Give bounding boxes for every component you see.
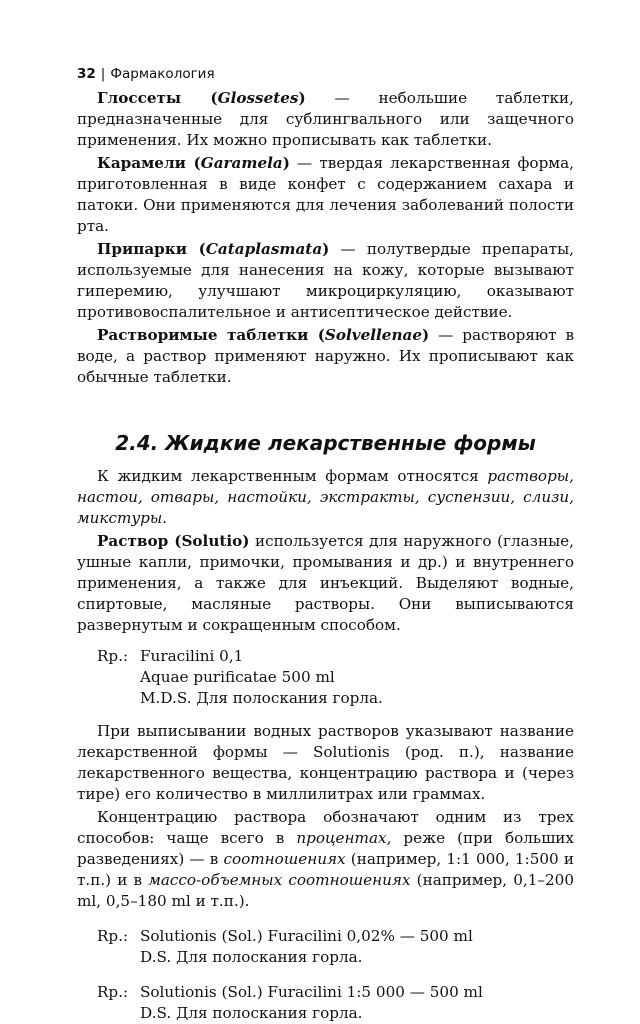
intro-forms-list: растворы, настои, отвары, настойки, экстракты, суспензии, слизи, микстуры.	[77, 467, 574, 527]
emphasis: процентах,	[296, 829, 392, 847]
text: Концентрацию раствора обозначают одним из трех способов: чаще всего в	[77, 808, 574, 847]
paragraph-cataplasmata	[77, 239, 574, 323]
latin-term: Garamela	[200, 154, 283, 172]
rx-line: D.S. Для полоскания горла.	[140, 1004, 363, 1022]
definition: — небольшие таблетки, предназначенные для сублингвального или защечного применения. Их можно прописывать как таблетки.	[77, 89, 575, 149]
term-close: )	[298, 89, 306, 107]
text: реже (при больших разведениях) — в	[77, 829, 574, 868]
section-heading: 2.4. Жидкие лекарственные формы	[115, 431, 536, 455]
paragraph-writing-solutions: При выписывании водных растворов указывают название лекарственной формы — Solutionis (род. п.), название лекарственного вещества, концентрацию раствора и (через тире) его количество в миллилитрах или граммах.	[77, 722, 574, 803]
term-close: )	[422, 326, 430, 344]
emphasis: соотношениях	[223, 850, 346, 868]
text: (например, 1:1 000, 1:500 и т.п.) и в	[77, 850, 574, 889]
latin-term: Solvellenae	[324, 326, 423, 344]
paragraph-garamela	[77, 153, 574, 237]
term: Припарки (	[97, 240, 206, 258]
header-separator: |	[100, 66, 106, 82]
definition: используется для наружного (глазные, ушные капли, примочки, промывания и др.) и внутреннего применения, а также для инъекций. Выделяют водные, спиртовые, масляные растворы. Они выписываются развернутым и сокращенным способом.	[77, 532, 574, 634]
prescription-2	[97, 926, 574, 968]
text: (например, 0,1–200 ml, 0,5–180 ml и т.п.).	[77, 871, 574, 910]
definition: — твердая лекарственная форма, приготовленная в виде конфет с содержанием сахара и патоки. Они применяются для лечения заболеваний полости рта.	[77, 154, 574, 235]
rx-line: Aquae purificatae 500 ml	[140, 668, 335, 686]
book-page	[77, 60, 574, 1024]
rx-label: Rp.:	[97, 647, 129, 665]
term: Раствор (Solutio)	[97, 532, 250, 550]
latin-term: Cataplasmata	[205, 240, 323, 258]
rx-line: M.D.S. Для полоскания горла.	[140, 689, 383, 707]
term-close: )	[282, 154, 290, 172]
book-title: Фармакология	[110, 66, 215, 82]
intro-text: К жидким лекарственным формам относятся	[97, 467, 488, 485]
page-number: 32	[77, 66, 96, 82]
running-header	[77, 60, 574, 88]
term-close: )	[322, 240, 330, 258]
term: Карамели (	[97, 154, 201, 172]
prescription-1	[97, 646, 574, 709]
paragraph-solvellenae	[77, 325, 574, 388]
term: Растворимые таблетки (	[97, 326, 325, 344]
paragraph-concentration	[77, 807, 574, 912]
rx-label: Rp.:	[97, 983, 129, 1001]
rx-label: Rp.:	[97, 927, 129, 945]
term: Глоссеты (	[97, 89, 218, 107]
rx-line: D.S. Для полоскания горла.	[140, 948, 363, 966]
latin-term: Glossetes	[217, 89, 299, 107]
rx-line: Furacilini 0,1	[140, 647, 244, 665]
emphasis: массо-объемных соотношениях	[148, 871, 411, 889]
prescription-3	[97, 982, 574, 1024]
paragraph-glossetes	[77, 88, 574, 151]
section-intro	[77, 466, 574, 529]
rx-line: Solutionis (Sol.) Furacilini 0,02% — 500 ml	[140, 927, 473, 945]
paragraph-solutio	[77, 531, 574, 636]
definition: — полутвердые препараты, используемые для нанесения на кожу, которые вызывают гиперемию, улучшают микроциркуляцию, оказывают противовоспалительное и антисептическое действие.	[77, 240, 574, 321]
definition: — растворяют в воде, а раствор применяют наружно. Их прописывают как обычные таблетки.	[77, 326, 574, 386]
rx-line: Solutionis (Sol.) Furacilini 1:5 000 — 500 ml	[140, 983, 483, 1001]
